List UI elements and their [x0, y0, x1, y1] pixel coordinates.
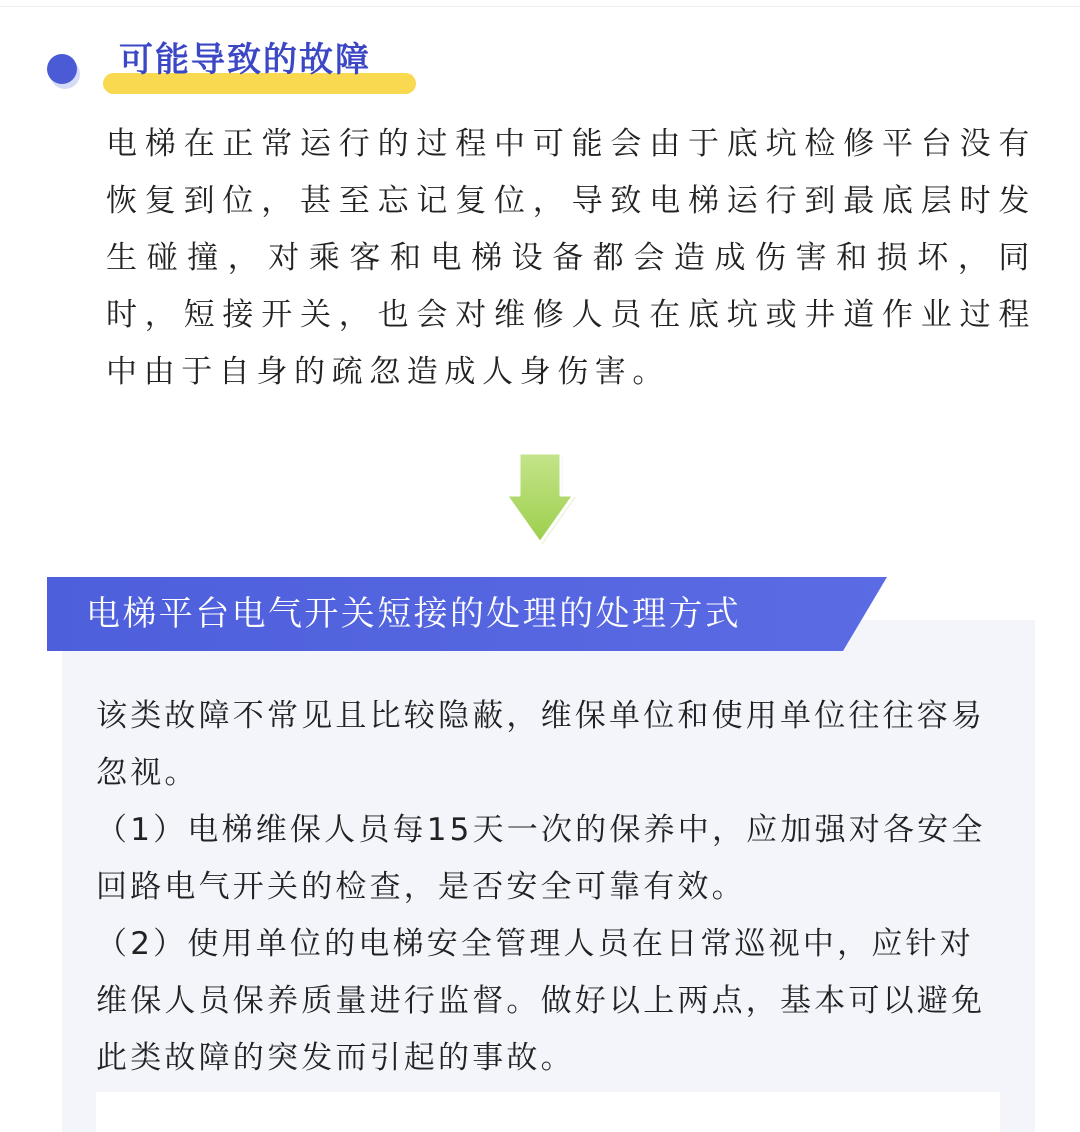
- intro-paragraph: 该类故障不常见且比较隐蔽，维保单位和使用单位往往容易忽视。: [96, 698, 986, 791]
- step-2-paragraph: （2）使用单位的电梯安全管理人员在日常巡视中，应针对维保人员保养质量进行监督。做好以上两点，基本可以避免此类故障的突发而引起的事故。: [96, 926, 986, 1076]
- banner-title: 电梯平台电气开关短接的处理的处理方式: [86, 594, 742, 634]
- content-bottom-strip: [96, 1092, 1000, 1132]
- down-arrow-icon: [503, 450, 577, 546]
- fault-description-paragraph: 电梯在正常运行的过程中可能会由于底坑检修平台没有恢复到位，甚至忘记复位，导致电梯运行到最底层时发生碰撞，对乘客和电梯设备都会造成伤害和损坏，同时，短接开关，也会对维修人员在底坑或井道作业过程中由于自身的疏忽造成人身伤害。: [106, 126, 1036, 390]
- handling-method-text: [96, 688, 1001, 1087]
- section-heading: [103, 30, 419, 96]
- section-heading-text: 可能导致的故障: [119, 40, 371, 80]
- step-1-paragraph: （1）电梯维保人员每15天一次的保养中，应加强对各安全回路电气开关的检查，是否安全可靠有效。: [96, 812, 986, 905]
- top-divider: [0, 6, 1080, 7]
- bullet-dot-icon: [47, 54, 77, 84]
